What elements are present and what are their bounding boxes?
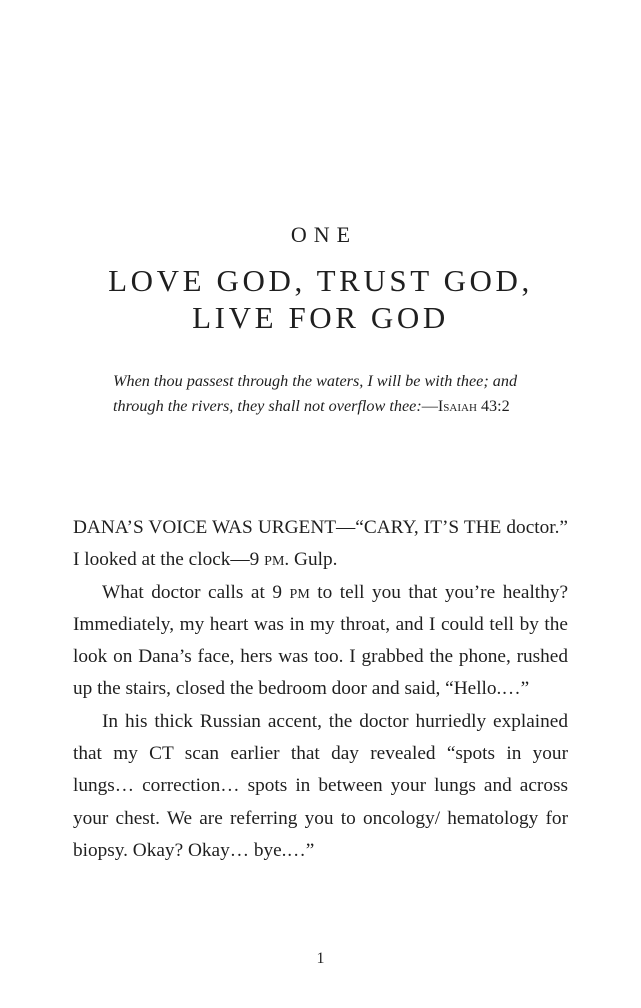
paragraph-2-text: What doctor calls at 9 <box>102 581 282 603</box>
chapter-number: ONE <box>290 222 358 247</box>
chapter-title-line-2: LIVE FOR GOD <box>192 300 449 335</box>
paragraph-1-text-end: . Gulp. <box>284 549 338 571</box>
epigraph <box>113 369 553 419</box>
epigraph-dash: — <box>421 397 438 415</box>
paragraph-1-time: pm <box>264 549 285 571</box>
paragraph-2-text-end: to tell you that you’re healthy? Immediately, my heart was in my throat, and I could tell by the look on Dana’s face, hers was too. I grabbed the phone, rushed up the stairs, closed the bedroom door and said, “Hello.…” <box>73 581 568 700</box>
chapter-title-line-1: LOVE GOD, TRUST GOD, <box>108 263 533 298</box>
page-number: 1 <box>316 950 325 967</box>
paragraph-1-opening: DANA’S VOICE WAS URGENT—“CARY, IT’S THE <box>73 517 502 538</box>
paragraph-2-time: pm <box>289 581 310 603</box>
paragraph-2 <box>73 577 568 706</box>
paragraph-3: In his thick Russian accent, the doctor hurriedly explained that my CT scan earlier that day revealed “spots in your lungs… correction… spots in between your lungs and across your chest. We are referring you to oncology/ hematology for biopsy. Okay? Okay… bye.…” <box>73 710 568 861</box>
epigraph-line-2: through the rivers, they shall not overflow thee: <box>113 397 422 415</box>
paragraph-1 <box>73 512 568 577</box>
epigraph-source: Isaiah 43:2 <box>437 397 510 415</box>
chapter-body <box>73 512 568 867</box>
paragraph-1-text: doctor.” I looked at the clock—9 <box>73 517 568 571</box>
chapter-title <box>0 262 641 336</box>
epigraph-line-1: When thou passest through the waters, I will be with thee; and <box>113 372 518 390</box>
